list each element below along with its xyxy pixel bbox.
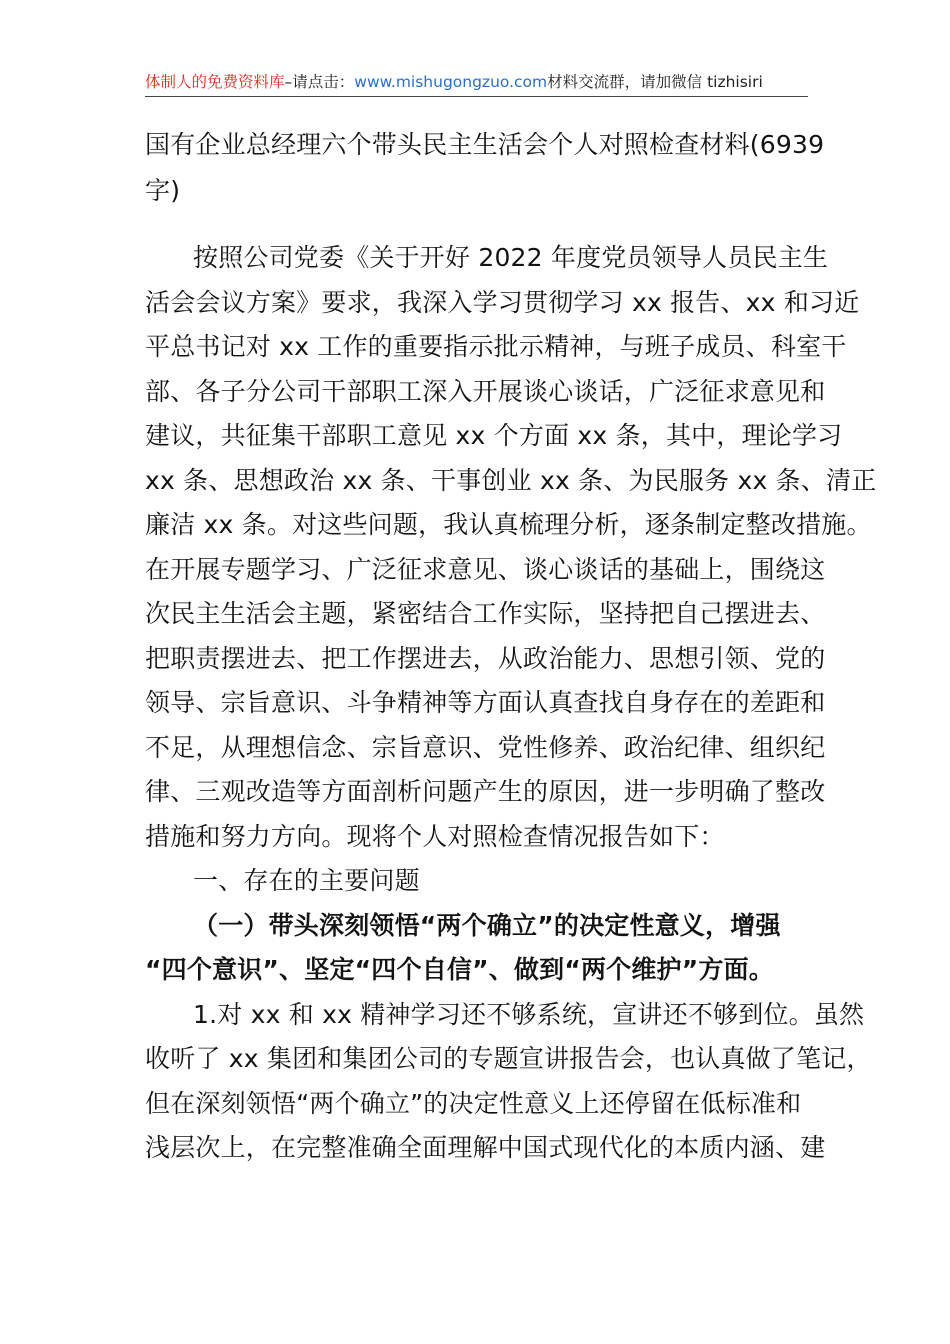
intro-line: 在开展专题学习、广泛征求意见、谈心谈话的基础上，围绕这 [145, 554, 826, 584]
intro-line: 活会会议方案》要求，我深入学习贯彻学习 xx 报告、xx 和习近 [145, 287, 860, 317]
subheading-line: “四个意识”、坚定“四个自信”、做到“两个维护”方面。 [145, 955, 774, 984]
header-divider [145, 96, 808, 97]
title-line: 字) [145, 176, 181, 205]
page-header [145, 68, 808, 96]
document-body [145, 236, 877, 1171]
header-separator: –请点击： [284, 73, 355, 91]
section-heading: 一、存在的主要问题 [193, 866, 420, 895]
item-line: 但在深刻领悟“两个确立”的决定性意义上还停留在低标准和 [145, 1088, 802, 1118]
intro-line: 律、三观改造等方面剖析问题产生的原因，进一步明确了整改 [145, 777, 826, 806]
intro-line: 建议，共征集干部职工意见 xx 个方面 xx 条，其中，理论学习 [145, 421, 843, 450]
intro-line: 廉洁 xx 条。对这些问题，我认真梳理分析，逐条制定整改措施。 [145, 510, 872, 539]
subheading-line: （一）带头深刻领悟“两个确立”的决定性意义，增强 [193, 910, 781, 940]
intro-line: 措施和努力方向。现将个人对照检查情况报告如下： [145, 821, 725, 851]
header-url-link[interactable]: www.mishugongzuo.com [354, 73, 548, 91]
intro-line: 按照公司党委《关于开好 2022 年度党员领导人员民主生 [193, 243, 829, 272]
header-tail-text: 材料交流群，请加微信 tizhisiri [547, 73, 763, 91]
intro-line: 把职责摆进去、把工作摆进去，从政治能力、思想引领、党的 [145, 643, 826, 673]
intro-line: 平总书记对 xx 工作的重要指示批示精神，与班子成员、科室干 [145, 332, 847, 361]
intro-line: 部、各子分公司干部职工深入开展谈心谈话，广泛征求意见和 [145, 376, 826, 406]
intro-line: 次民主生活会主题，紧密结合工作实际，坚持把自己摆进去、 [145, 599, 826, 628]
item-line: 1.对 xx 和 xx 精神学习还不够系统，宣讲还不够到位。虽然 [193, 999, 865, 1029]
intro-line: 不足，从理想信念、宗旨意识、党性修养、政治纪律、组织纪 [145, 732, 826, 762]
intro-line: 领导、宗旨意识、斗争精神等方面认真查找自身存在的差距和 [145, 688, 826, 717]
document-title [145, 122, 825, 214]
intro-line: xx 条、思想政治 xx 条、干事创业 xx 条、为民服务 xx 条、清正 [145, 465, 877, 495]
header-brand: 体制人的免费资料库 [145, 73, 285, 91]
item-line: 收听了 xx 集团和集团公司的专题宣讲报告会，也认真做了笔记， [145, 1044, 872, 1073]
item-line: 浅层次上，在完整准确全面理解中国式现代化的本质内涵、建 [145, 1133, 826, 1162]
title-line: 国有企业总经理六个带头民主生活会个人对照检查材料(6939 [145, 130, 825, 159]
